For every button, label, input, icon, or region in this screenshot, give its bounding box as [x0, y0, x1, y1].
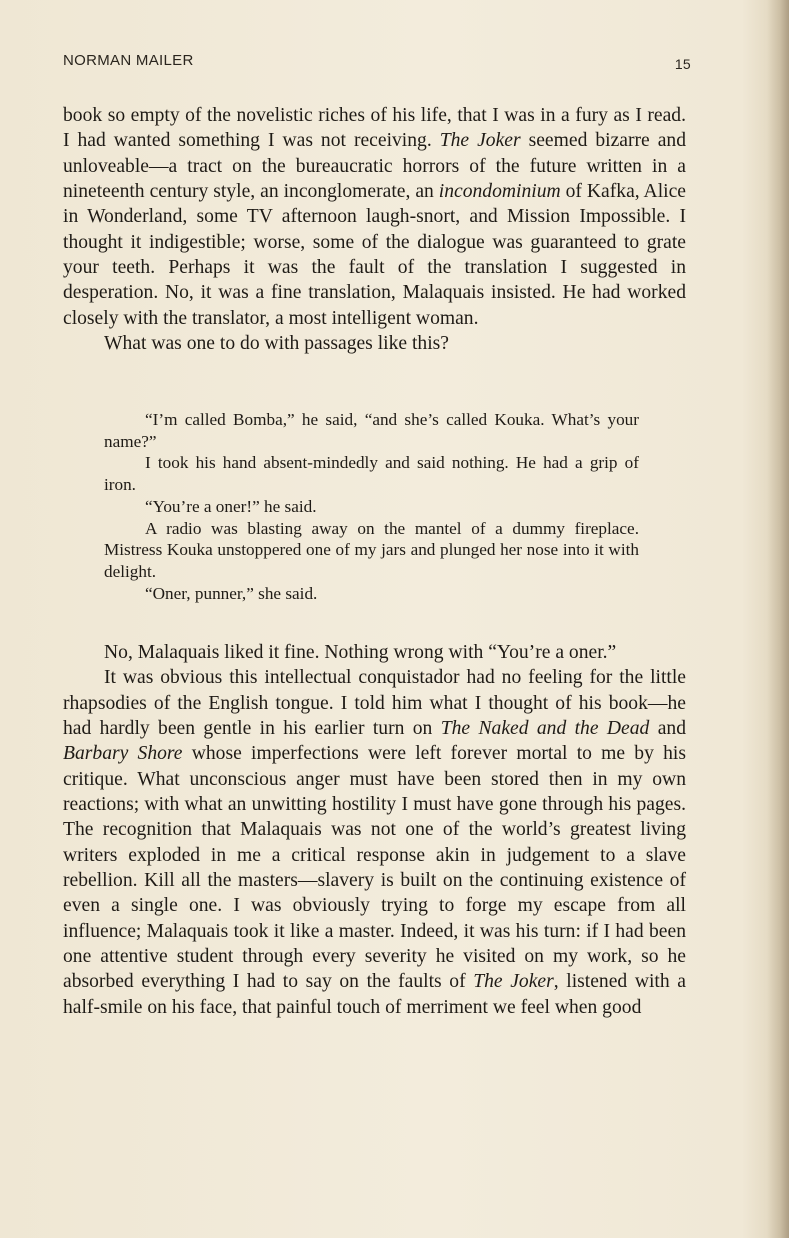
- body-text-top: [63, 103, 686, 356]
- paragraph-4-text-d: , listened with a half-smile on his face, that painful touch of merriment we feel when good: [63, 971, 686, 1018]
- paragraph-4-text-a: It was obvious this intellectual conquistador had no feeling for the little rhapsodies of the English tongue. I told him what I thought of his book—he had hardly been gentle in his earlier turn on: [63, 667, 686, 740]
- block-quote: [104, 409, 639, 604]
- quote-line-2: I took his hand absent-mindedly and said nothing. He had a grip of iron.: [104, 453, 639, 495]
- paragraph-4-text-b: and: [649, 718, 686, 740]
- quote-line-1: “I’m called Bomba,” he said, “and she’s called Kouka. What’s your name?”: [104, 410, 639, 451]
- paragraph-4: [63, 665, 686, 1020]
- paragraph-1-text-b: seemed bizarre and unloveable—a tract on the bureaucratic horrors of the future written in a nineteenth century style, an inconglomerate, an: [63, 130, 686, 203]
- book-title-barbary-shore: Barbary Shore: [63, 743, 183, 765]
- body-text-bottom: [63, 640, 686, 1020]
- quote-line-3: “You’re a oner!” he said.: [145, 496, 317, 516]
- paragraph-2: What was one to do with passages like this?: [104, 333, 449, 355]
- running-head: [63, 52, 691, 76]
- book-title-the-joker-2: The Joker: [473, 971, 554, 993]
- paragraph-1-text-c: of Kafka, Alice in Wonderland, some TV afternoon laugh-snort, and Mission Impossible. I thought it indigestible; worse, some of the dialogue was guaranteed to grate your teeth. Perhaps it was the fault of the translation I suggested in desperation. No, it was a fine translation, Malaquais insisted. He had worked closely with the translator, a most intelligent woman.: [63, 181, 686, 329]
- page-number: 15: [674, 56, 691, 72]
- page-edge-shadow: [767, 0, 789, 1238]
- quote-line-5: “Oner, punner,” she said.: [145, 583, 318, 603]
- paragraph-1: [63, 103, 686, 331]
- quote-line-4: A radio was blasting away on the mantel of a dummy fireplace. Mistress Kouka unstoppered one of my jars and plunged her nose into it with delight.: [104, 518, 639, 581]
- paragraph-4-text-c: whose imperfections were left forever mortal to me by his critique. What unconscious anger must have been stored then in my own reactions; with what an unwitting hostility I must have gone through his pages. The recognition that Malaquais was not one of the world’s greatest living writers exploded in me a critical response akin in judgement to a slave rebellion. Kill all the masters—slavery is built on the continuing existence of even a single one. I was obviously trying to forge my escape from all influence; Malaquais took it like a master. Indeed, it was his turn: if I had been one attentive student through every severity he visited on my work, so he absorbed everything I had to say on the faults of: [63, 743, 686, 993]
- running-head-author: NORMAN MAILER: [63, 52, 194, 69]
- book-title-the-naked-and-the-dead: The Naked and the Dead: [440, 718, 650, 740]
- paragraph-3: No, Malaquais liked it fine. Nothing wrong with “You’re a oner.”: [104, 642, 617, 663]
- italic-incondominium: incondominium: [438, 181, 561, 203]
- book-title-the-joker: The Joker: [439, 130, 521, 152]
- paragraph-1-text-a: book so empty of the novelistic riches of his life, that I was in a fury as I read. I had wanted something I was not receiving.: [63, 105, 686, 152]
